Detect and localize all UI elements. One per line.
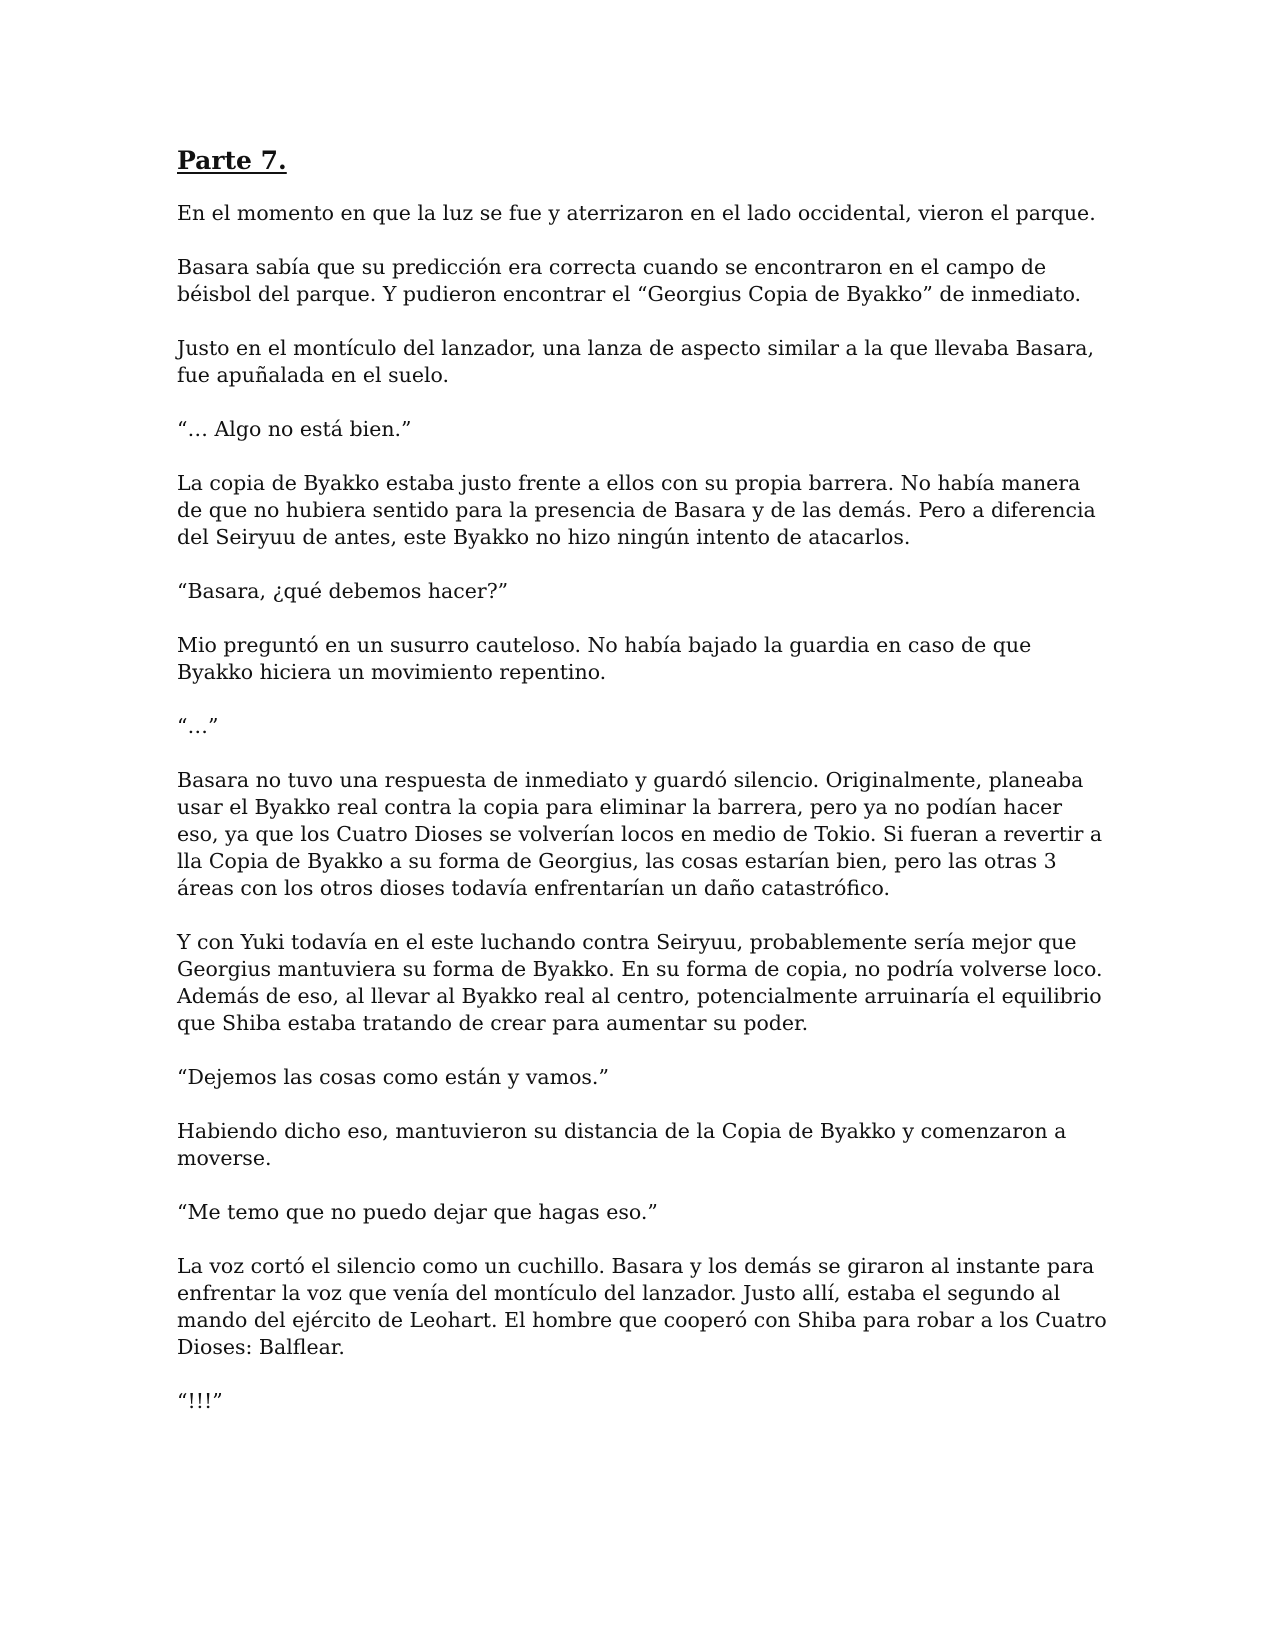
dialogue-line: “Dejemos las cosas como están y vamos.” <box>177 1065 609 1089</box>
paragraph: Habiendo dicho eso, mantuvieron su distancia de la Copia de Byakko y comenzaron a moverse. <box>177 1119 1067 1170</box>
dialogue-line: “Me temo que no puedo dejar que hagas eso.” <box>177 1200 658 1224</box>
paragraph: Basara no tuvo una respuesta de inmediato y guardó silencio. Originalmente, planeaba usar el Byakko real contra la copia para eliminar la barrera, pero ya no podían hacer eso, ya que los Cuatro Dioses se volverían locos en medio de Tokio. Si fueran a revertir a lla Copia de Byakko a su forma de Georgius, las cosas estarían bien, pero las otras 3 áreas con los otros dioses todavía enfrentarían un daño catastrófico. <box>177 768 1103 900</box>
document-body <box>177 146 1107 1442</box>
paragraph: Mio preguntó en un susurro cauteloso. No había bajado la guardia en caso de que Byakko hiciera un movimiento repentino. <box>177 633 1032 684</box>
dialogue-line: “Basara, ¿qué debemos hacer?” <box>177 579 509 603</box>
dialogue-line: “!!!” <box>177 1389 223 1413</box>
dialogue-line: “… Algo no está bien.” <box>177 417 412 441</box>
paragraph: La voz cortó el silencio como un cuchillo. Basara y los demás se giraron al instante para enfrentar la voz que venía del montículo del lanzador. Justo allí, estaba el segundo al mando del ejército de Leohart. El hombre que cooperó con Shiba para robar a los Cuatro Dioses: Balflear. <box>177 1254 1107 1359</box>
paragraph: La copia de Byakko estaba justo frente a ellos con su propia barrera. No había manera de que no hubiera sentido para la presencia de Basara y de las demás. Pero a diferencia del Seiryuu de antes, este Byakko no hizo ningún intento de atacarlos. <box>177 471 1096 549</box>
paragraph: Basara sabía que su predicción era correcta cuando se encontraron en el campo de béisbol del parque. Y pudieron encontrar el “Georgius Copia de Byakko” de inmediato. <box>177 255 1082 306</box>
paragraph: Justo en el montículo del lanzador, una lanza de aspecto similar a la que llevaba Basara, fue apuñalada en el suelo. <box>177 336 1095 387</box>
paragraph: Y con Yuki todavía en el este luchando contra Seiryuu, probablemente sería mejor que Georgius mantuviera su forma de Byakko. En su forma de copia, no podría volverse loco. Además de eso, al llevar al Byakko real al centro, potencialmente arruinaría el equilibrio que Shiba estaba tratando de crear para aumentar su poder. <box>177 930 1103 1035</box>
paragraph: En el momento en que la luz se fue y aterrizaron en el lado occidental, vieron el parque. <box>177 201 1096 225</box>
dialogue-line: “…” <box>177 714 219 738</box>
chapter-title: Parte 7. <box>177 146 287 175</box>
